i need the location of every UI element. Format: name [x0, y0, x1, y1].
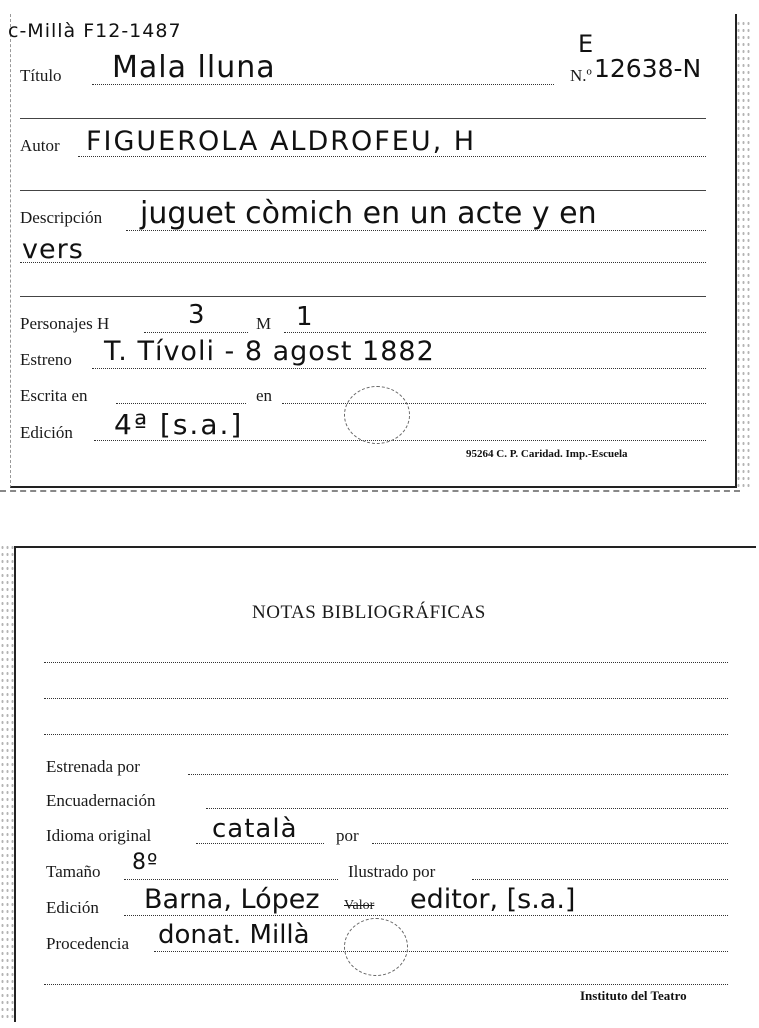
- notas-line: [44, 698, 728, 699]
- notas-line-bottom: [44, 984, 728, 985]
- autor-label: Autor: [20, 136, 60, 155]
- edicion-value: 4ª [s.a.]: [114, 408, 244, 441]
- procedencia-value: donat. Millà: [158, 920, 310, 950]
- autor-value: FIGUEROLA ALDROFEU, H: [86, 126, 477, 157]
- procedencia-line: [154, 951, 728, 952]
- estrenada-line: [188, 774, 728, 775]
- descripcion-line-2: [20, 262, 706, 263]
- escrita-line: [116, 403, 246, 404]
- idioma-por-line: [372, 843, 728, 844]
- notas-line: [44, 734, 728, 735]
- personajes-m-label: M: [256, 314, 272, 333]
- titulo-value: Mala lluna: [112, 50, 276, 85]
- idioma-por-label: por: [336, 826, 359, 845]
- ilustrado-label: Ilustrado por: [348, 862, 436, 881]
- descripcion-value-line2: vers: [22, 234, 84, 265]
- scan-noise: [0, 544, 14, 1020]
- edicion-label: Edición: [20, 423, 73, 442]
- institution-imprint: Instituto del Teatro: [580, 988, 687, 1003]
- rule: [20, 296, 706, 297]
- estreno-line: [92, 368, 706, 369]
- edicion-struck-word: Valor: [344, 898, 375, 913]
- rule: [20, 190, 706, 191]
- escrita-en-label: en: [256, 386, 273, 405]
- corner-note: c-Millà F12-1487: [8, 20, 182, 42]
- idioma-value: català: [212, 814, 298, 844]
- estrenada-label: Estrenada por: [46, 757, 140, 776]
- descripcion-value-line1: juguet còmich en un acte y en: [140, 196, 597, 231]
- numero-value: 12638-N: [594, 54, 702, 83]
- tamano-label: Tamaño: [46, 862, 101, 881]
- procedencia-label: Procedencia: [46, 934, 130, 953]
- tamano-line: [124, 879, 338, 880]
- escrita-label: Escrita en: [20, 386, 88, 405]
- edicion-back-value: Barna, López: [144, 884, 320, 915]
- rule: [20, 118, 706, 119]
- edicion-back-label: Edición: [46, 898, 99, 917]
- estreno-label: Estreno: [20, 350, 72, 369]
- personajes-m-value: 1: [296, 302, 314, 332]
- numero-label: N.º: [570, 66, 592, 85]
- library-stamp-back: [344, 918, 408, 976]
- encuadernacion-label: Encuadernación: [46, 791, 156, 810]
- card-edge: [0, 490, 740, 492]
- library-stamp: [344, 386, 410, 444]
- encuadernacion-line: [206, 808, 728, 809]
- tamano-value: 8º: [132, 850, 159, 875]
- notas-heading: NOTAS BIBLIOGRÁFICAS: [252, 602, 486, 623]
- titulo-label: Título: [20, 66, 62, 85]
- personajes-h-value: 3: [188, 300, 206, 330]
- ilustrado-line: [472, 879, 728, 880]
- edicion-back-value-2: editor, [s.a.]: [410, 884, 576, 915]
- numero-prefix: E: [578, 30, 595, 58]
- printer-imprint: 95264 C. P. Caridad. Imp.-Escuela: [466, 448, 628, 460]
- notas-line: [44, 662, 728, 663]
- personajes-h-line: [144, 332, 248, 333]
- scan-noise: [736, 20, 750, 490]
- personajes-m-line: [284, 332, 706, 333]
- personajes-label: Personajes H: [20, 314, 110, 333]
- descripcion-label: Descripción: [20, 208, 103, 227]
- idioma-label: Idioma original: [46, 826, 152, 845]
- edicion-back-line: [124, 915, 728, 916]
- estreno-value: T. Tívoli - 8 agost 1882: [104, 336, 435, 367]
